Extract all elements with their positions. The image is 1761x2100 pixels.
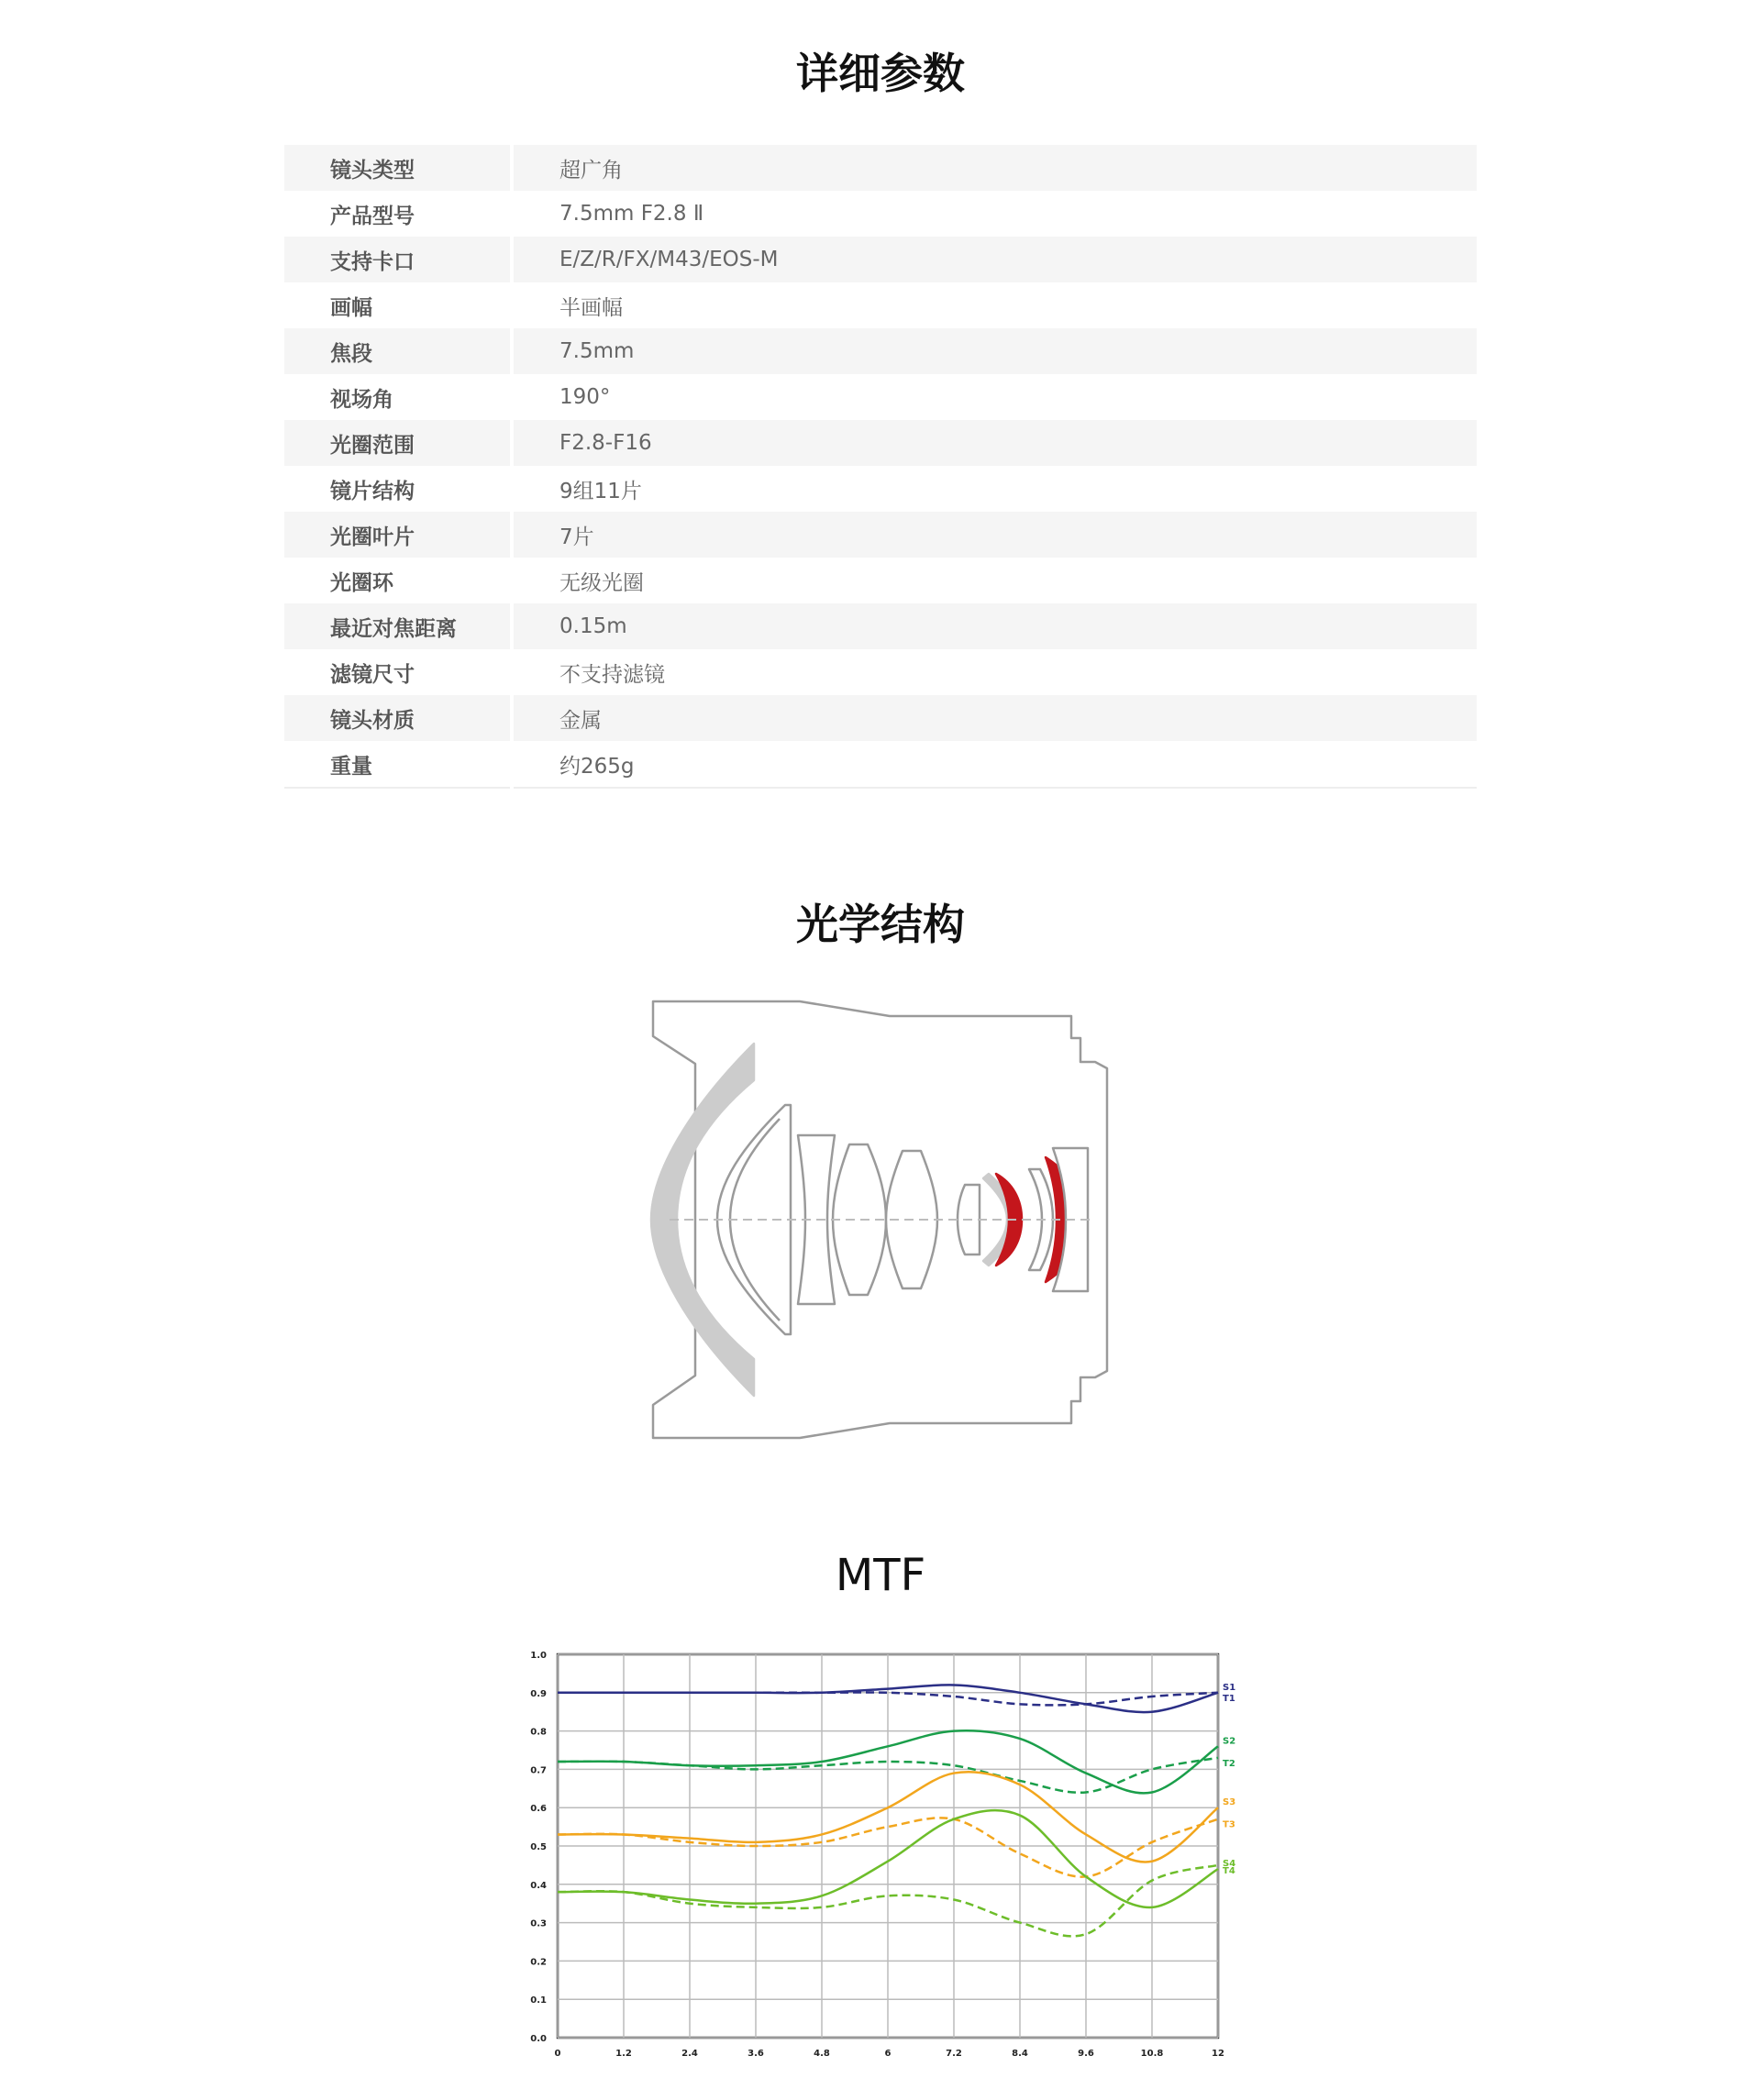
spec-row bbox=[284, 420, 1477, 466]
spec-key: 滤镜尺寸 bbox=[330, 662, 415, 687]
spec-row bbox=[284, 695, 1477, 741]
series-label-t1: T1 bbox=[1223, 1693, 1235, 1704]
spec-row bbox=[284, 328, 1477, 374]
x-tick-label: 7.2 bbox=[946, 2049, 962, 2059]
x-tick-label: 2.4 bbox=[681, 2049, 698, 2059]
spec-key: 重量 bbox=[284, 741, 512, 788]
spec-value: 7片 bbox=[512, 512, 1477, 558]
spec-value: 超广角 bbox=[512, 145, 1477, 191]
spec-value: F2.8-F16 bbox=[512, 420, 1477, 466]
x-tick-label: 3.6 bbox=[748, 2049, 764, 2059]
y-tick-label: 0.7 bbox=[530, 1765, 547, 1776]
spec-key: 画幅 bbox=[330, 295, 372, 320]
y-tick-label: 0.3 bbox=[530, 1918, 547, 1929]
series-label-s4: S4 bbox=[1223, 1859, 1236, 1870]
x-tick-label: 6 bbox=[884, 2049, 892, 2059]
series-label-t2: T2 bbox=[1223, 1758, 1235, 1769]
spec-table bbox=[284, 145, 1477, 789]
mtf-chart bbox=[495, 1641, 1247, 2072]
series-label-s3: S3 bbox=[1223, 1797, 1236, 1808]
x-tick-label: 12 bbox=[1212, 2049, 1224, 2059]
mtf-title: MTF bbox=[835, 1550, 926, 1601]
x-tick-label: 8.4 bbox=[1012, 2049, 1028, 2059]
spec-value: 9组11片 bbox=[512, 466, 1477, 512]
spec-value: 190° bbox=[512, 374, 1477, 420]
spec-row bbox=[284, 466, 1477, 512]
y-tick-label: 0.2 bbox=[530, 1957, 547, 1968]
y-tick-label: 0.6 bbox=[530, 1804, 547, 1815]
x-tick-label: 4.8 bbox=[814, 2049, 830, 2059]
spec-value: 7.5mm F2.8 Ⅱ bbox=[512, 191, 1477, 237]
spec-value: 约265g bbox=[512, 741, 1477, 788]
y-tick-label: 1.0 bbox=[530, 1651, 547, 1661]
optical-structure-diagram bbox=[642, 990, 1119, 1449]
x-tick-label: 0 bbox=[554, 2049, 561, 2059]
spec-row bbox=[284, 512, 1477, 558]
spec-row bbox=[284, 603, 1477, 649]
y-tick-label: 0.1 bbox=[530, 1995, 547, 2006]
specs-title: 详细参数 bbox=[796, 49, 965, 98]
spec-key: 视场角 bbox=[330, 387, 393, 412]
y-tick-label: 0.5 bbox=[530, 1842, 547, 1852]
x-tick-label: 10.8 bbox=[1140, 2049, 1164, 2059]
spec-key: 镜头类型 bbox=[284, 145, 512, 191]
series-label-t4: T4 bbox=[1223, 1865, 1235, 1876]
spec-key: 产品型号 bbox=[330, 204, 415, 228]
spec-row bbox=[284, 191, 1477, 237]
spec-key: 光圈范围 bbox=[284, 420, 512, 466]
spec-value: 半画幅 bbox=[512, 282, 1477, 328]
spec-row bbox=[284, 282, 1477, 328]
y-tick-label: 0.4 bbox=[530, 1880, 547, 1891]
spec-key: 焦段 bbox=[284, 328, 512, 374]
spec-key: 光圈环 bbox=[330, 570, 393, 595]
spec-row bbox=[284, 741, 1477, 788]
y-tick-label: 0.8 bbox=[530, 1727, 547, 1738]
series-label-t3: T3 bbox=[1223, 1819, 1235, 1830]
y-tick-label: 0.0 bbox=[530, 2034, 547, 2044]
optics-title: 光学结构 bbox=[796, 900, 965, 949]
series-label-s1: S1 bbox=[1223, 1682, 1236, 1693]
spec-value: 无级光圈 bbox=[512, 558, 1477, 603]
spec-row bbox=[284, 558, 1477, 603]
spec-row bbox=[284, 237, 1477, 282]
spec-value: 7.5mm bbox=[512, 328, 1477, 374]
spec-row bbox=[284, 374, 1477, 420]
spec-key: 最近对焦距离 bbox=[284, 603, 512, 649]
series-label-s2: S2 bbox=[1223, 1736, 1236, 1747]
spec-row bbox=[284, 145, 1477, 191]
y-tick-label: 0.9 bbox=[530, 1688, 547, 1699]
spec-value: 0.15m bbox=[512, 603, 1477, 649]
spec-key: 支持卡口 bbox=[284, 237, 512, 282]
spec-key: 镜片结构 bbox=[330, 479, 415, 503]
spec-value: E/Z/R/FX/M43/EOS-M bbox=[512, 237, 1477, 282]
spec-row bbox=[284, 649, 1477, 695]
spec-key: 光圈叶片 bbox=[284, 512, 512, 558]
spec-value: 金属 bbox=[512, 695, 1477, 741]
spec-value: 不支持滤镜 bbox=[512, 649, 1477, 695]
x-tick-label: 9.6 bbox=[1078, 2049, 1094, 2059]
spec-key: 镜头材质 bbox=[284, 695, 512, 741]
x-tick-label: 1.2 bbox=[615, 2049, 632, 2059]
